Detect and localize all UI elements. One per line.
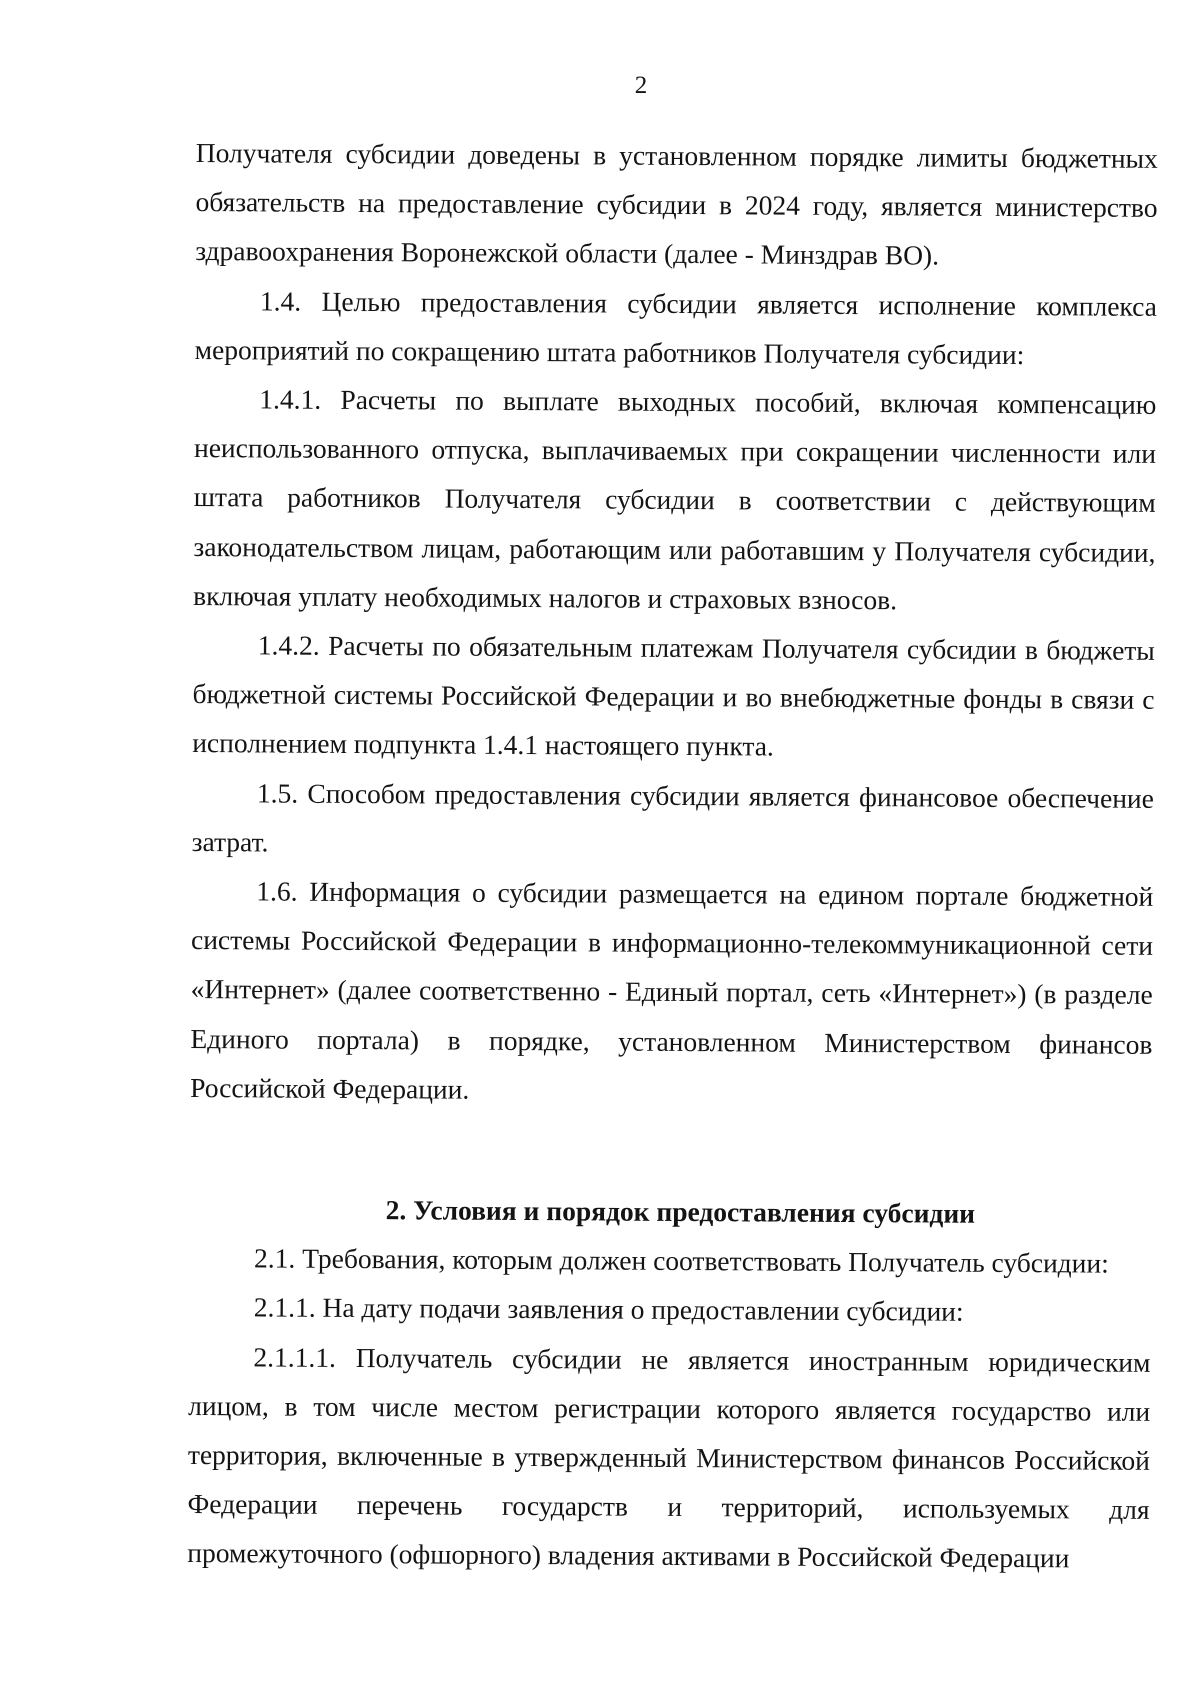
paragraph-1-4: 1.4. Целью предоставления субсидии является исполнение комплекса мероприятий по сокращению штата работников Получателя субсидии:	[194, 285, 1158, 370]
paragraph-1-6: 1.6. Информация о субсидии размещается на едином портале бюджетной системы Российской Федерации в информационно-телекоммуникационной сети «Интернет» (далее соответственно - Единый портал, сеть «Интернет») (в разделе Единого портала) в порядке, установленном Министерством финансов Российской Федерации.	[190, 875, 1154, 1105]
paragraph-2-1: 2.1. Требования, которым должен соответствовать Получатель субсидии:	[254, 1242, 1109, 1279]
document-body	[187, 128, 1158, 1584]
page-number: 2	[634, 72, 648, 99]
paragraph-2-1-1-1: 2.1.1.1. Получатель субсидии не является иностранным юридическим лицом, в том числе местом регистрации которого является государство или территория, включенные в утвержденный Министерством финансов Российской Федерации перечень государств и территорий, используемых для промежуточного (офшорного) владения активами в Российской Федерации	[187, 1341, 1151, 1574]
section-heading: 2. Условия и порядок предоставления субсидии	[385, 1194, 976, 1229]
paragraph-1-4-2: 1.4.2. Расчеты по обязательным платежам Получателя субсидии в бюджеты бюджетной системы Российской Федерации и во внебюджетные фонды в связи с исполнением подпункта 1.4.1 настоящего пункта.	[192, 629, 1155, 762]
paragraph-1-5: 1.5. Способом предоставления субсидии является финансовое обеспечение затрат.	[191, 777, 1155, 858]
paragraph-1-4-1: 1.4.1. Расчеты по выплате выходных пособий, включая компенсацию неиспользованного отпуска, выплачиваемых при сокращении численности или штата работников Получателя субсидии в соответствии с действующим законодательством лицам, работающим или работавшим у Получателя субсидии, включая уплату необходимых налогов и страховых взносов.	[193, 383, 1157, 616]
paragraph-2-1-1: 2.1.1. На дату подачи заявления о предоставлении субсидии:	[253, 1291, 964, 1328]
paragraph-continuation: Получателя субсидии доведены в установленном порядке лимиты бюджетных обязательств на предоставление субсидии в 2024 году, является министерство здравоохранения Воронежской области (далее - Минздрав ВО).	[195, 136, 1158, 271]
